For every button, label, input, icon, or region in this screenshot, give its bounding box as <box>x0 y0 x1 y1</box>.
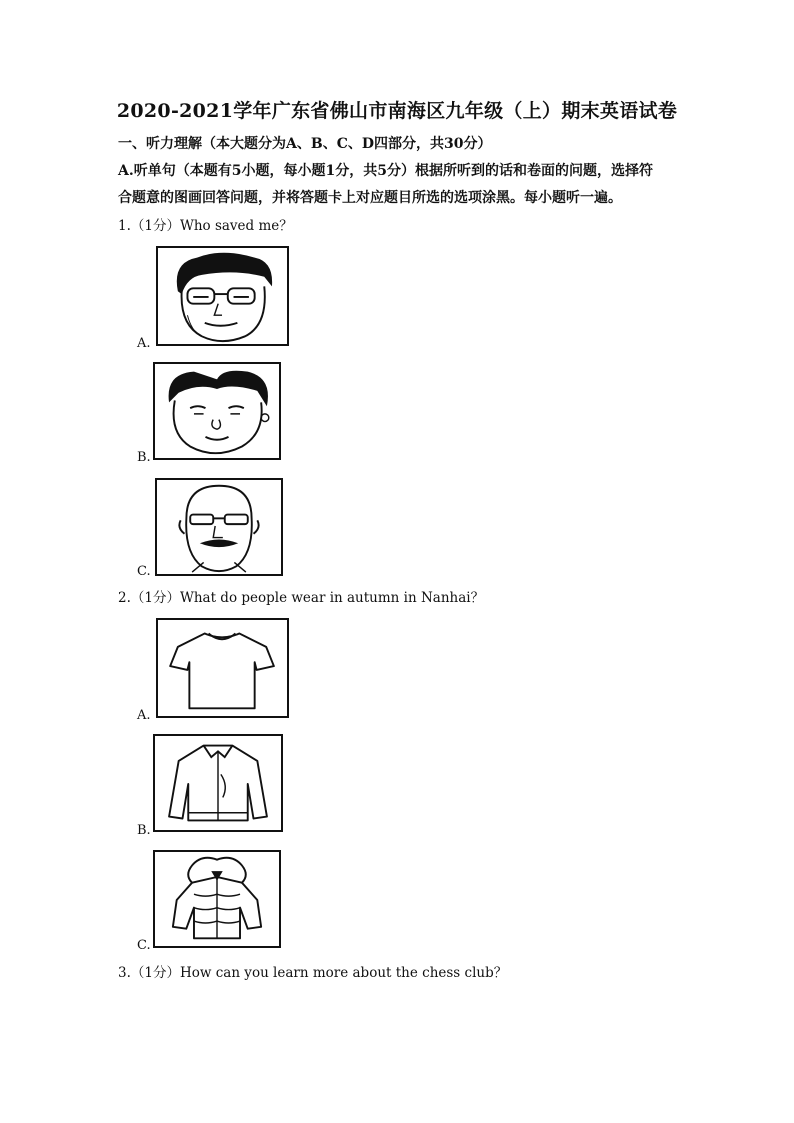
bald-man-icon <box>157 480 281 574</box>
woman-portrait-icon <box>155 364 279 458</box>
section-heading: 一、听力理解（本大题分为A、B、C、D四部分，共30分） <box>118 136 492 152</box>
part-a-instructions-1: A.听单句（本题有5小题，每小题1分，共5分）根据所听到的话和卷面的问题，选择符 <box>118 163 653 179</box>
q2-option-b-label: B. <box>137 823 151 838</box>
question-2: 2.（1分）What do people wear in autumn in Nanhai？ <box>118 590 485 606</box>
part-a-instructions-2: 合题意的图画回答问题，并将答题卡上对应题目所选的选项涂黑。每小题听一遍。 <box>118 190 622 206</box>
q2-option-b-image[interactable] <box>153 734 283 832</box>
man-with-glasses-icon <box>158 248 287 344</box>
q2-option-c-label: C. <box>137 938 151 953</box>
down-coat-icon <box>155 852 279 946</box>
question-1: 1.（1分）Who saved me？ <box>118 218 293 234</box>
q1-option-c-label: C. <box>137 564 151 579</box>
q1-option-c-image[interactable] <box>155 478 283 576</box>
q2-option-a-image[interactable] <box>156 618 289 718</box>
q2-option-c-image[interactable] <box>153 850 281 948</box>
q1-option-a-label: A. <box>137 336 151 351</box>
q1-option-b-label: B. <box>137 450 151 465</box>
q1-option-b-image[interactable] <box>153 362 281 460</box>
jacket-icon <box>155 736 281 830</box>
t-shirt-icon <box>158 620 287 716</box>
q2-option-a-label: A. <box>137 708 151 723</box>
q1-option-a-image[interactable] <box>156 246 289 346</box>
exam-title: 2020-2021学年广东省佛山市南海区九年级（上）期末英语试卷 <box>116 100 678 122</box>
question-3: 3.（1分）How can you learn more about the chess club？ <box>118 965 508 981</box>
